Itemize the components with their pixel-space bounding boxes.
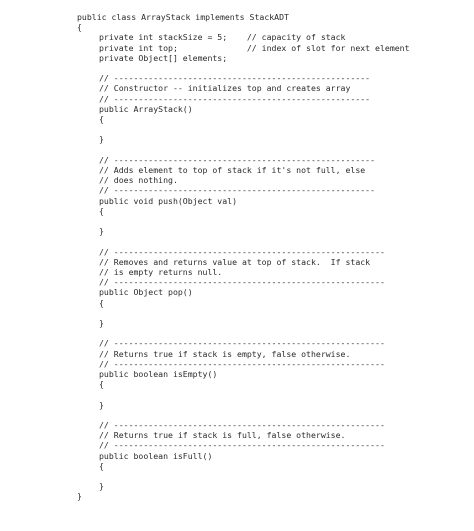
code-line: // is empty returns null.	[99, 267, 223, 277]
code-line: public Object pop()	[99, 287, 193, 298]
code-line: {	[99, 114, 104, 124]
code-line: }	[99, 399, 104, 410]
code-line: // ----------------------------------------------------	[99, 93, 371, 104]
code-line: // -------------------------------------------------------	[99, 277, 385, 288]
code-line: // Constructor -- initializes top and creates array	[99, 83, 351, 94]
code-line: {	[77, 22, 82, 33]
code-line: public class ArrayStack implements StackADT	[77, 12, 289, 22]
code-line: // Removes and returns value at top of stack. If stack	[99, 256, 371, 267]
code-line: public boolean isFull()	[99, 450, 213, 461]
code-line: private int stackSize = 5; // capacity of stack	[99, 32, 346, 43]
code-line: // -------------------------------------------------------	[99, 246, 385, 257]
code-line: }	[99, 134, 104, 145]
code-line: // ----------------------------------------------------	[99, 73, 371, 84]
code-line: }	[77, 491, 82, 502]
code-line: // -------------------------------------------------------	[99, 338, 385, 349]
code-line: // -----------------------------------------------------	[99, 154, 376, 165]
code-line: }	[99, 481, 104, 492]
code-line: private Object[] elements;	[99, 52, 228, 63]
code-line: private int top; // index of slot for next element	[99, 42, 410, 53]
code-line: }	[99, 226, 104, 237]
code-line: // Adds element to top of stack if it's not full, else	[99, 165, 366, 175]
code-line: {	[99, 460, 104, 471]
code-line: public void push(Object val)	[99, 195, 238, 206]
code-line: // Returns true if stack is empty, false otherwise.	[99, 348, 351, 359]
code-line: // Returns true if stack is full, false otherwise.	[99, 430, 346, 441]
code-line: }	[99, 318, 104, 328]
code-line: public ArrayStack()	[99, 103, 193, 114]
code-line: {	[99, 379, 104, 390]
code-line: public boolean isEmpty()	[99, 369, 218, 379]
code-line: // does nothing.	[99, 175, 178, 186]
code-line: // -------------------------------------------------------	[99, 440, 385, 451]
code-line: // -------------------------------------------------------	[99, 358, 385, 369]
code-line: // -------------------------------------------------------	[99, 420, 385, 430]
code-line: {	[99, 205, 104, 216]
code-line: {	[99, 297, 104, 308]
code-line: // -----------------------------------------------------	[99, 185, 376, 196]
